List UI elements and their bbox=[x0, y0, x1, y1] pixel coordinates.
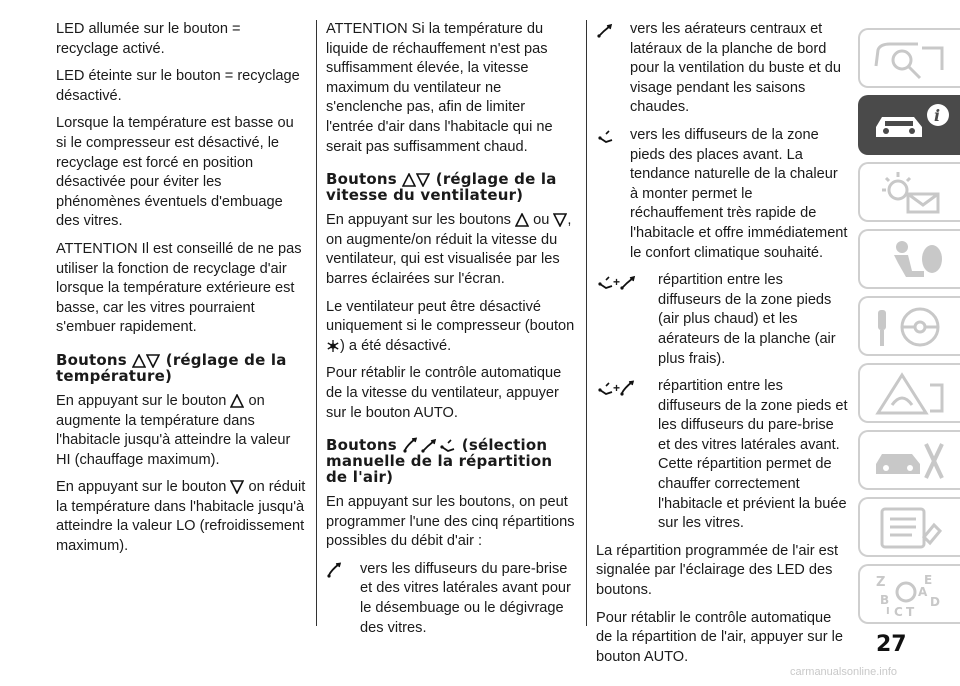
tab-car-info[interactable] bbox=[858, 95, 960, 155]
list-item: + répartition entre les diffuseurs de la zone pieds (air plus chaud) et les aérateurs de la planche (air plus frais). bbox=[596, 271, 848, 369]
airflow-windshield-icon bbox=[402, 437, 420, 453]
column-divider-1 bbox=[316, 20, 317, 626]
paragraph-led-on: LED allumée sur le bouton = recyclage activé. bbox=[56, 21, 241, 57]
heading-fan-speed: Boutons (réglage de la vitesse du ventilateur) bbox=[326, 170, 557, 205]
arrow-up-icon bbox=[402, 173, 416, 187]
airflow-feet-face-icon: + bbox=[596, 273, 637, 297]
tab-emergency[interactable] bbox=[858, 363, 960, 423]
svg-text:D: D bbox=[930, 595, 940, 609]
column-3 bbox=[596, 20, 848, 675]
paragraph-temp-up: En appuyant sur le bouton on augmente la température dans l'habitacle jusqu'à atteindre la valeur HI (chauffage maximum). bbox=[56, 392, 291, 468]
chapter-tabs bbox=[858, 28, 960, 631]
column-divider-2 bbox=[586, 20, 587, 626]
svg-text:C: C bbox=[894, 605, 903, 618]
airbag-seat-icon bbox=[872, 237, 950, 283]
car-info-icon bbox=[872, 103, 950, 149]
svg-text:T: T bbox=[906, 605, 915, 618]
arrow-down-icon bbox=[146, 354, 160, 368]
arrow-up-icon bbox=[132, 354, 146, 368]
dashboard-magnifier-icon bbox=[872, 36, 950, 82]
lights-mail-icon bbox=[872, 170, 950, 216]
airflow-windshield-icon bbox=[326, 562, 344, 585]
tab-safety[interactable] bbox=[858, 229, 960, 289]
airflow-feet-icon bbox=[596, 128, 614, 151]
airflow-feet-windshield-icon: + bbox=[596, 379, 637, 403]
list-item: vers les aérateurs centraux et latéraux de la planche de bord pour la ventilation du buste et du visage pendant les saisons chaudes. bbox=[596, 20, 848, 118]
list-item: + répartition entre les diffuseurs de la zone pieds et les diffuseurs du pare-brise et des vitres latérales avant. Cette répartition permet de chauffer correctement l'habitacle et prévient la buée sur les vitres. bbox=[596, 377, 848, 534]
key-steering-icon bbox=[872, 304, 950, 350]
svg-text:E: E bbox=[924, 573, 933, 587]
tab-lights[interactable] bbox=[858, 162, 960, 222]
column-1 bbox=[56, 20, 306, 565]
arrow-down-icon bbox=[416, 173, 430, 187]
list-item: vers les diffuseurs du pare-brise et des vitres latérales avant pour le désembuage ou le dégivrage des vitres. bbox=[326, 560, 576, 638]
list-item: vers les diffuseurs de la zone pieds des places avant. La tendance naturelle de la chaleur à monter permet le réchauffement très rapide de l'habitacle et offre immédiatement le confort climatique souhaité. bbox=[596, 126, 848, 263]
document-list-icon bbox=[872, 505, 950, 551]
paragraph-led-off: LED éteinte sur le bouton = recyclage désactivé. bbox=[56, 68, 300, 104]
paragraph-fan-disable: Le ventilateur peut être désactivé uniquement si le compresseur (bouton ) a été désactivé. bbox=[326, 298, 575, 354]
svg-text:I: I bbox=[886, 606, 890, 617]
tab-dashboard[interactable] bbox=[858, 28, 960, 88]
paragraph-led-signal: La répartition programmée de l'air est signalée par l'éclairage des LED des boutons. bbox=[596, 542, 839, 599]
paragraph-low-temp: Lorsque la température est basse ou si le compresseur est désactivé, le recyclage est forcé en position désactivée pour éviter les phénomènes éventuels d'embuage des vitres. bbox=[56, 115, 294, 230]
svg-text:B: B bbox=[880, 593, 890, 607]
column-2 bbox=[326, 20, 576, 646]
watermark: carmanualsonline.info bbox=[790, 666, 898, 678]
paragraph-distribution-intro: En appuyant sur les boutons, on peut programmer l'une des cinq répartitions possibles du débit d'air : bbox=[326, 494, 575, 550]
arrow-down-icon bbox=[553, 213, 567, 227]
snowflake-icon bbox=[326, 339, 340, 353]
heading-temperature: Boutons (réglage de la température) bbox=[56, 350, 287, 385]
heading-air-distribution: Boutons (sélection manuelle de la répartition de l'air) bbox=[326, 436, 553, 487]
arrow-up-icon bbox=[230, 394, 244, 408]
svg-text:Z: Z bbox=[876, 575, 886, 590]
svg-text:A: A bbox=[918, 585, 928, 599]
paragraph-fan-buttons: En appuyant sur les boutons ou , on augmente/on réduit la vitesse du ventilateur, qui est visualisée par les barres éclairées sur l'écran. bbox=[326, 212, 572, 287]
paragraph-fan-auto: Pour rétablir le contrôle automatique de la vitesse du ventilateur, appuyer sur le bouton AUTO. bbox=[326, 365, 562, 421]
tab-index[interactable] bbox=[858, 564, 960, 624]
arrow-down-icon bbox=[230, 480, 244, 494]
warning-triangle-icon bbox=[872, 371, 950, 417]
paragraph-attention-fan: ATTENTION Si la température du liquide de réchauffement n'est pas suffisamment élevée, la vitesse maximum du ventilateur ne s'enclenche pas, afin de limiter l'entrée d'air dans l'habitacle qui ne serait pas suffisamment chaud. bbox=[326, 21, 553, 155]
alphabet-index-icon bbox=[872, 572, 950, 618]
paragraph-distribution-auto: Pour rétablir le contrôle automatique de la répartition de l'air, appuyer sur le bouton AUTO. bbox=[596, 609, 843, 665]
airflow-face-icon bbox=[420, 437, 438, 453]
page-number: 27 bbox=[876, 632, 907, 657]
airflow-face-icon bbox=[596, 22, 614, 45]
car-tools-icon bbox=[872, 438, 950, 484]
tab-starting[interactable] bbox=[858, 296, 960, 356]
paragraph-attention-recycle: ATTENTION Il est conseillé de ne pas utiliser la fonction de recyclage d'air lorsque la température extérieure est basse, car les vitres pourraient s'embuer rapidement. bbox=[56, 240, 302, 336]
tab-maintenance[interactable] bbox=[858, 430, 960, 490]
svg-text:i: i bbox=[934, 106, 941, 125]
tab-technical[interactable] bbox=[858, 497, 960, 557]
arrow-up-icon bbox=[515, 213, 529, 227]
airflow-feet-icon bbox=[438, 437, 456, 453]
paragraph-temp-down: En appuyant sur le bouton on réduit la température dans l'habitacle jusqu'à atteindre la valeur LO (refroidissement maximum). bbox=[56, 479, 306, 555]
